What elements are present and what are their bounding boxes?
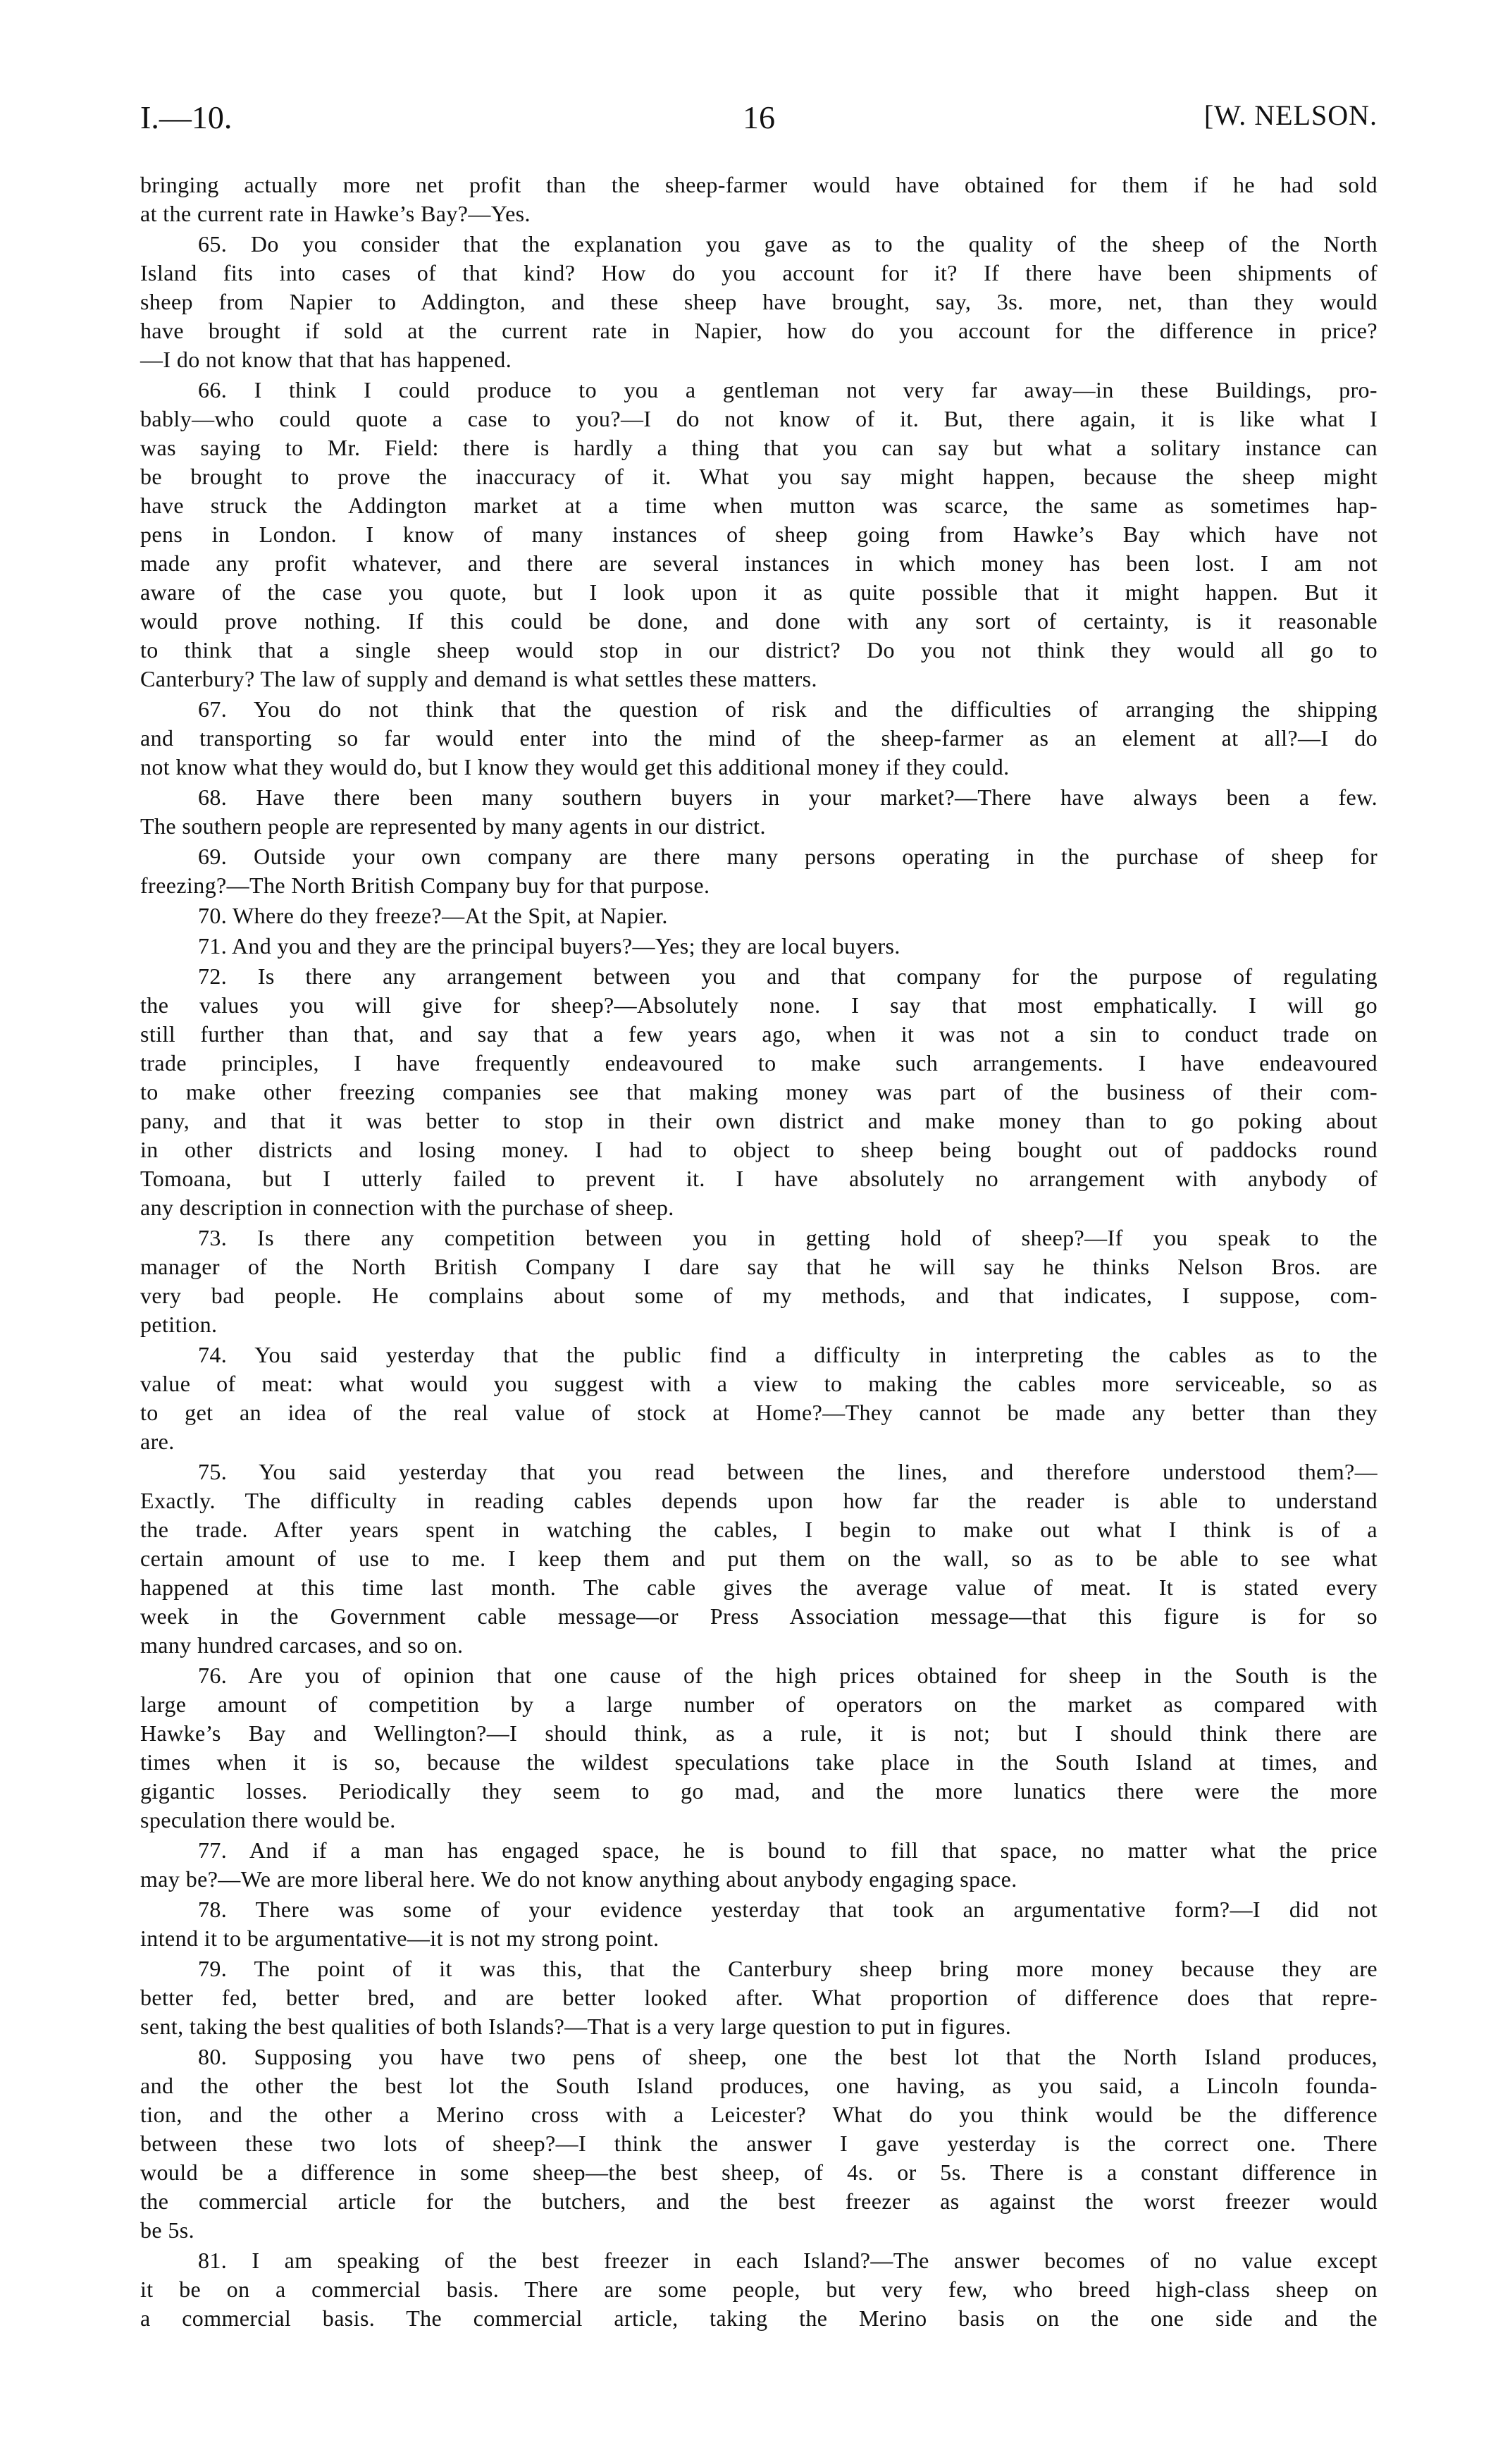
text-line: speculation there would be.: [140, 1807, 396, 1832]
text-line: trade principles, I have frequently endeavoured to make such arrangements. I have endeavoured: [140, 1050, 1378, 1076]
text-line: 72. Is there any arrangement between you and that company for the purpose of regulating: [198, 963, 1378, 989]
text-line: Hawke’s Bay and Wellington?—I should think, as a rule, it is not; but I should think there are: [140, 1720, 1378, 1746]
paragraph: [140, 1224, 1378, 1339]
text-line: 74. You said yesterday that the public find a difficulty in interpreting the cables as to the: [198, 1342, 1378, 1367]
text-line: better fed, better bred, and are better looked after. What proportion of difference does that repre-: [140, 1985, 1378, 2010]
text-line: any description in connection with the purchase of sheep.: [140, 1195, 674, 1220]
text-line: —I do not know that that has happened.: [140, 347, 512, 372]
text-line: sent, taking the best qualities of both Islands?—That is a very large question to put in figures.: [140, 2014, 1012, 2039]
text-line: the commercial article for the butchers, and the best freezer as against the worst freezer would: [140, 2188, 1378, 2214]
text-line: 66. I think I could produce to you a gentleman not very far away—in these Buildings, pro-: [198, 377, 1378, 402]
paragraph: [140, 932, 1378, 961]
text-line: 77. And if a man has engaged space, he is bound to fill that space, no matter what the price: [198, 1837, 1378, 1863]
text-line: and transporting so far would enter into the mind of the sheep-farmer as an element at all?—I do: [140, 725, 1378, 751]
text-line: 75. You said yesterday that you read between the lines, and therefore understood them?—: [198, 1459, 1378, 1484]
text-line: 70. Where do they freeze?—At the Spit, at Napier.: [198, 903, 668, 928]
text-line: aware of the case you quote, but I look upon it as quite possible that it might happen. But it: [140, 579, 1378, 605]
text-line: Tomoana, but I utterly failed to prevent it. I have absolutely no arrangement with anybody of: [140, 1166, 1378, 1191]
text-line: and the other the best lot the South Island produces, one having, as you said, a Lincoln founda-: [140, 2073, 1378, 2098]
paragraph: [140, 1341, 1378, 1456]
text-line: bringing actually more net profit than the sheep-farmer would have obtained for them if he had sold: [140, 172, 1378, 197]
paragraph: [140, 1954, 1378, 2041]
text-line: happened at this time last month. The cable gives the average value of meat. It is stated every: [140, 1575, 1378, 1600]
text-line: certain amount of use to me. I keep them and put them on the wall, so as to be able to see what: [140, 1546, 1378, 1571]
running-header: [140, 99, 1378, 141]
text-line: large amount of competition by a large number of operators on the market as compared with: [140, 1692, 1378, 1717]
text-line: to make other freezing companies see that making money was part of the business of their com-: [140, 1079, 1378, 1104]
text-line: Exactly. The difficulty in reading cables depends upon how far the reader is able to understand: [140, 1488, 1378, 1513]
paragraph: [140, 1661, 1378, 1835]
text-line: The southern people are represented by many agents in our district.: [140, 813, 766, 839]
text-line: would be a difference in some sheep—the best sheep, of 4s. or 5s. There is a constant difference in: [140, 2160, 1378, 2185]
text-line: 67. You do not think that the question of risk and the difficulties of arranging the shipping: [198, 696, 1378, 722]
text-line: at the current rate in Hawke’s Bay?—Yes.: [140, 201, 531, 226]
text-line: Canterbury? The law of supply and demand is what settles these matters.: [140, 666, 817, 691]
paragraph: [140, 695, 1378, 782]
paragraph: [140, 1836, 1378, 1894]
text-line: many hundred carcases, and so on.: [140, 1632, 464, 1658]
text-line: be brought to prove the inaccuracy of it. What you say might happen, because the sheep might: [140, 464, 1378, 489]
text-line: not know what they would do, but I know they would get this additional money if they could.: [140, 754, 1010, 780]
text-line: 65. Do you consider that the explanation you gave as to the quality of the sheep of the North: [198, 231, 1378, 257]
text-line: would prove nothing. If this could be done, and done with any sort of certainty, is it reasonable: [140, 608, 1378, 634]
text-line: bably—who could quote a case to you?—I do not know of it. But, there again, it is like what I: [140, 406, 1378, 431]
paragraph: [140, 962, 1378, 1222]
text-line: to get an idea of the real value of stock at Home?—They cannot be made any better than they: [140, 1400, 1378, 1425]
text-line: pens in London. I know of many instances of sheep going from Hawke’s Bay which have not: [140, 522, 1378, 547]
text-line: may be?—We are more liberal here. We do not know anything about anybody engaging space.: [140, 1866, 1017, 1892]
text-line: a commercial basis. The commercial article, taking the Merino basis on the one side and the: [140, 2305, 1378, 2331]
page-body: [140, 171, 1378, 2334]
paragraph: [140, 783, 1378, 841]
paragraph: [140, 842, 1378, 900]
text-line: value of meat: what would you suggest with a view to making the cables more serviceable, so as: [140, 1371, 1378, 1396]
text-line: between these two lots of sheep?—I think the answer I gave yesterday is the correct one. There: [140, 2131, 1378, 2156]
page-number: 16: [743, 99, 775, 135]
text-line: 79. The point of it was this, that the Canterbury sheep bring more money because they are: [198, 1956, 1378, 1981]
paragraph: [140, 1895, 1378, 1953]
text-line: 68. Have there been many southern buyers in your market?—There have always been a few.: [198, 784, 1378, 810]
text-line: freezing?—The North British Company buy for that purpose.: [140, 873, 710, 898]
text-line: 76. Are you of opinion that one cause of the high prices obtained for sheep in the South is the: [198, 1663, 1378, 1688]
text-line: manager of the North British Company I dare say that he will say he thinks Nelson Bros. are: [140, 1254, 1378, 1279]
text-line: sheep from Napier to Addington, and these sheep have brought, say, 3s. more, net, than they would: [140, 289, 1378, 314]
text-line: gigantic losses. Periodically they seem to go mad, and the more lunatics there were the more: [140, 1778, 1378, 1804]
text-line: 69. Outside your own company are there many persons operating in the purchase of sheep for: [198, 844, 1378, 869]
text-line: have struck the Addington market at a time when mutton was scarce, the same as sometimes hap-: [140, 493, 1378, 518]
paragraph: [140, 376, 1378, 694]
text-line: very bad people. He complains about some of my methods, and that indicates, I suppose, com-: [140, 1283, 1378, 1308]
paragraph: [140, 171, 1378, 228]
text-line: 71. And you and they are the principal buyers?—Yes; they are local buyers.: [198, 933, 900, 959]
document-reference: I.—10.: [140, 99, 233, 135]
text-line: still further than that, and say that a few years ago, when it was not a sin to conduct trade on: [140, 1021, 1378, 1047]
text-line: the trade. After years spent in watching the cables, I begin to make out what I think is of a: [140, 1517, 1378, 1542]
text-line: 81. I am speaking of the best freezer in each Island?—The answer becomes of no value except: [198, 2248, 1378, 2273]
text-line: are.: [140, 1429, 175, 1454]
paragraph: [140, 230, 1378, 374]
text-line: 73. Is there any competition between you in getting hold of sheep?—If you speak to the: [198, 1225, 1378, 1250]
paragraph: [140, 2246, 1378, 2333]
text-line: the values you will give for sheep?—Absolutely none. I say that most emphatically. I will go: [140, 992, 1378, 1018]
text-line: have brought if sold at the current rate in Napier, how do you account for the difference in price?: [140, 318, 1378, 343]
text-line: petition.: [140, 1312, 218, 1337]
paragraph: [140, 1458, 1378, 1660]
text-line: times when it is so, because the wildest speculations take place in the South Island at times, and: [140, 1749, 1378, 1775]
text-line: 80. Supposing you have two pens of sheep, one the best lot that the North Island produces,: [198, 2044, 1378, 2069]
text-line: Island fits into cases of that kind? How do you account for it? If there have been shipments of: [140, 260, 1378, 285]
paragraph: [140, 901, 1378, 930]
text-line: 78. There was some of your evidence yesterday that took an argumentative form?—I did not: [198, 1897, 1378, 1922]
text-line: made any profit whatever, and there are several instances in which money has been lost. I am not: [140, 550, 1378, 576]
text-line: intend it to be argumentative—it is not my strong point.: [140, 1926, 660, 1951]
witness-name: [W. NELSON.: [1203, 99, 1378, 131]
text-line: was saying to Mr. Field: there is hardly a thing that you can say but what a solitary instance can: [140, 435, 1378, 460]
text-line: to think that a single sheep would stop in our district? Do you not think they would all go to: [140, 637, 1378, 663]
text-line: be 5s.: [140, 2217, 195, 2243]
text-line: in other districts and losing money. I had to object to sheep being bought out of paddocks round: [140, 1137, 1378, 1162]
text-line: pany, and that it was better to stop in their own district and make money than to go poking about: [140, 1108, 1378, 1133]
text-line: week in the Government cable message—or Press Association message—that this figure is for so: [140, 1603, 1378, 1629]
text-line: tion, and the other a Merino cross with a Leicester? What do you think would be the difference: [140, 2102, 1378, 2127]
paragraph: [140, 2043, 1378, 2245]
text-line: it be on a commercial basis. There are some people, but very few, who breed high-class sheep on: [140, 2277, 1378, 2302]
